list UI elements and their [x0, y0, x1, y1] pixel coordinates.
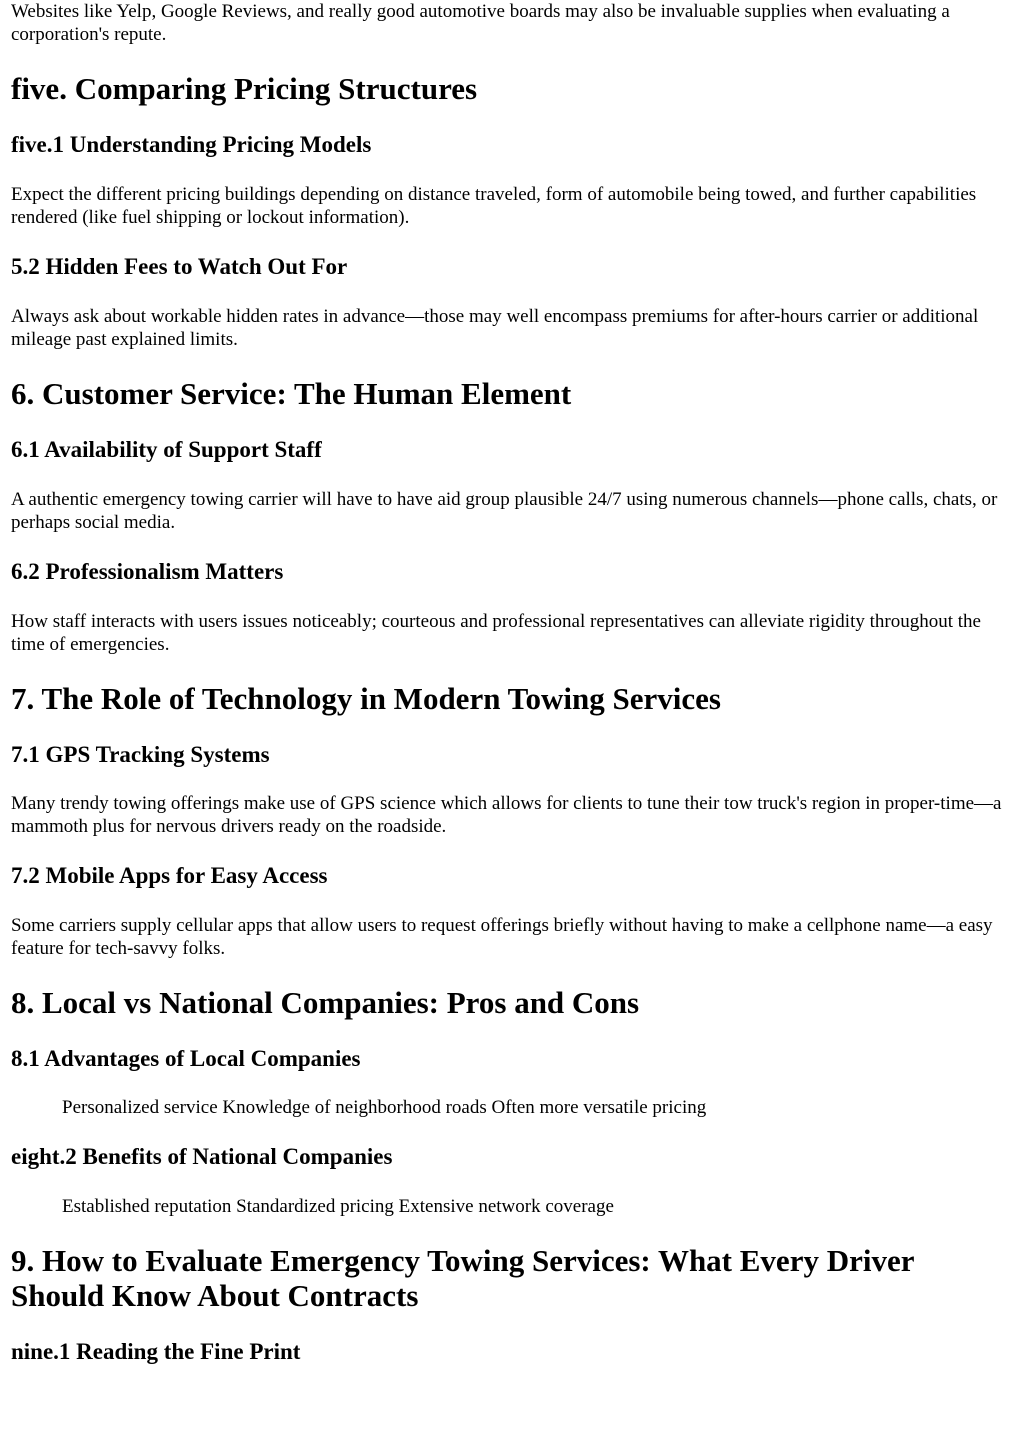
- section-6-heading: 6. Customer Service: The Human Element: [11, 376, 572, 411]
- section-7-heading: 7. The Role of Technology in Modern Towing Services: [11, 681, 721, 716]
- subsection-7-2-paragraph: Some carriers supply cellular apps that allow users to request offerings briefly without having to make a cellphone name—a easy feature for tech-savvy folks.: [11, 915, 993, 959]
- local-advantages-list: [11, 1096, 1014, 1119]
- subsection-9-1-heading: nine.1 Reading the Fine Print: [11, 1339, 301, 1364]
- section-5-heading: five. Comparing Pricing Structures: [11, 71, 478, 106]
- section-8-heading: 8. Local vs National Companies: Pros and Cons: [11, 985, 640, 1020]
- subsection-6-1-heading: 6.1 Availability of Support Staff: [11, 437, 322, 462]
- section-9-heading: 9. How to Evaluate Emergency Towing Services: What Every Driver Should Know About Contracts: [11, 1243, 914, 1313]
- subsection-5-1-paragraph: Expect the different pricing buildings depending on distance traveled, form of automobile being towed, and further capabilities rendered (like fuel shipping or lockout information).: [11, 184, 977, 228]
- subsection-5-2-heading: 5.2 Hidden Fees to Watch Out For: [11, 254, 348, 279]
- subsection-8-2-heading: eight.2 Benefits of National Companies: [11, 1144, 393, 1169]
- list-item: Standardized pricing: [236, 1196, 394, 1217]
- list-item: Knowledge of neighborhood roads: [222, 1097, 487, 1118]
- national-benefits-list: [11, 1195, 1014, 1218]
- subsection-7-1-paragraph: Many trendy towing offerings make use of GPS science which allows for clients to tune their tow truck's region in proper-time—a mammoth plus for nervous drivers ready on the roadside.: [11, 793, 1002, 837]
- list-item: Often more versatile pricing: [491, 1097, 707, 1118]
- list-item: Extensive network coverage: [398, 1196, 614, 1217]
- list-item: Personalized service: [62, 1097, 218, 1118]
- subsection-7-1-heading: 7.1 GPS Tracking Systems: [11, 742, 270, 767]
- subsection-7-2-heading: 7.2 Mobile Apps for Easy Access: [11, 863, 328, 888]
- subsection-6-2-heading: 6.2 Professionalism Matters: [11, 559, 284, 584]
- subsection-5-2-paragraph: Always ask about workable hidden rates in advance—those may well encompass premiums for after-hours carrier or additional mileage past explained limits.: [11, 306, 979, 350]
- intro-paragraph: Websites like Yelp, Google Reviews, and really good automotive boards may also be invaluable supplies when evaluating a corporation's repute.: [11, 1, 950, 45]
- subsection-6-1-paragraph: A authentic emergency towing carrier will have to have aid group plausible 24/7 using numerous channels—phone calls, chats, or perhaps social media.: [11, 489, 998, 533]
- subsection-5-1-heading: five.1 Understanding Pricing Models: [11, 132, 372, 157]
- subsection-8-1-heading: 8.1 Advantages of Local Companies: [11, 1046, 361, 1071]
- subsection-6-2-paragraph: How staff interacts with users issues noticeably; courteous and professional representatives can alleviate rigidity throughout the time of emergencies.: [11, 611, 981, 655]
- list-item: Established reputation: [62, 1196, 232, 1217]
